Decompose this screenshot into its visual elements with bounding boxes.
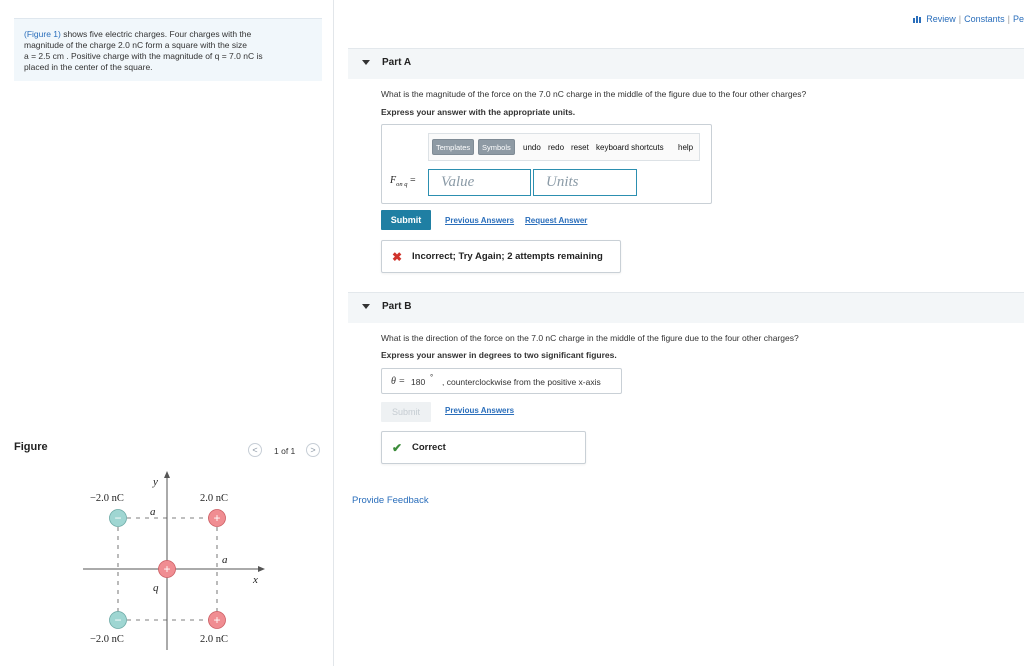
center-charge-label: q xyxy=(153,582,159,594)
side-a-top-label: a xyxy=(150,506,156,518)
charge-top-left xyxy=(110,510,127,527)
left-panel xyxy=(0,0,333,666)
angle-answer-field[interactable] xyxy=(381,368,622,394)
constants-link[interactable]: Constants xyxy=(964,14,1005,24)
problem-line-3: a = 2.5 cm . Positive charge with the magnitude of q = 7.0 nC is xyxy=(24,51,263,61)
part-a-label: Part A xyxy=(382,57,412,68)
charge-square-figure xyxy=(80,468,270,658)
redo-button[interactable]: redo xyxy=(548,143,565,152)
charge-bottom-left xyxy=(110,612,127,629)
next-figure-button[interactable]: > xyxy=(306,443,320,457)
math-toolbar xyxy=(428,133,700,161)
prev-figure-button[interactable]: < xyxy=(248,443,262,457)
y-axis-label: y xyxy=(153,476,158,488)
label-top-right: 2.0 nC xyxy=(200,493,229,504)
collapse-triangle-icon[interactable] xyxy=(362,304,370,309)
charge-bottom-right xyxy=(209,612,226,629)
value-input[interactable]: Value xyxy=(428,169,531,196)
review-bars-icon xyxy=(913,16,922,23)
part-a-feedback xyxy=(381,240,621,273)
part-b-feedback-text: Correct xyxy=(412,442,446,453)
charge-center xyxy=(159,561,176,578)
review-link[interactable]: Review xyxy=(926,14,956,24)
minus-sign: − xyxy=(114,613,122,627)
figure-header xyxy=(14,439,324,463)
help-button[interactable]: help xyxy=(678,143,694,152)
charge-top-right xyxy=(209,510,226,527)
problem-statement: (Figure 1) shows five electric charges. Four charges with the magnitude of the charge 2.0 nC form a square with the size a = 2.5 cm . Positive charge with the magnitude of q = 7.0 nC is placed in the center of the square. xyxy=(14,18,322,81)
part-a-question: What is the magnitude of the force on the 7.0 nC charge in the middle of the figure due to the four other charges? xyxy=(381,89,807,99)
keyboard-shortcuts-button[interactable]: keyboard shortcuts xyxy=(596,143,664,152)
part-b-question: What is the direction of the force on the 7.0 nC charge in the middle of the figure due to the four other charges? xyxy=(381,333,799,343)
top-links: Review | Constants | Pe xyxy=(913,14,1024,24)
side-a-right-label: a xyxy=(222,554,228,566)
incorrect-x-icon: ✖ xyxy=(392,250,403,264)
part-a-answer-panel xyxy=(381,124,712,204)
figure-pager: 1 of 1 xyxy=(274,446,296,456)
x-axis-arrow xyxy=(258,566,265,572)
plus-sign: + xyxy=(213,511,221,525)
figure-title: Figure xyxy=(14,441,48,453)
plus-sign: + xyxy=(163,562,171,576)
part-a-header[interactable] xyxy=(348,48,1024,79)
part-b-instruction: Express your answer in degrees to two significant figures. xyxy=(381,350,617,360)
collapse-triangle-icon[interactable] xyxy=(362,60,370,65)
part-b-feedback xyxy=(381,431,586,464)
part-b-previous-answers-link[interactable]: Previous Answers xyxy=(445,406,515,415)
undo-button[interactable]: undo xyxy=(523,143,541,152)
templates-button[interactable]: Templates xyxy=(432,139,474,155)
plus-sign: + xyxy=(213,613,221,627)
check-icon: ✔ xyxy=(392,441,403,455)
part-a-submit-button[interactable]: Submit xyxy=(381,210,431,230)
figure-link[interactable]: (Figure 1) xyxy=(24,29,61,39)
reset-button[interactable]: reset xyxy=(571,143,589,152)
problem-line-4: placed in the center of the square. xyxy=(24,62,153,72)
theta-label: θ = xyxy=(391,376,406,387)
part-a-instruction: Express your answer with the appropriate units. xyxy=(381,107,576,117)
problem-line-2: magnitude of the charge 2.0 nC form a square with the size xyxy=(24,40,248,50)
angle-reference-text: , counterclockwise from the positive x-axis xyxy=(442,377,601,387)
label-top-left: −2.0 nC xyxy=(90,493,124,504)
force-variable-label: $F_{on q}$ = xyxy=(390,175,416,188)
part-b-submit-button[interactable]: Submit xyxy=(381,402,431,422)
column-divider xyxy=(333,0,334,666)
y-axis-arrow xyxy=(164,471,170,478)
part-b-header[interactable] xyxy=(348,292,1024,323)
part-a-feedback-text: Incorrect; Try Again; 2 attempts remaining xyxy=(412,251,603,262)
part-b-label: Part B xyxy=(382,301,412,312)
degree-symbol: ° xyxy=(430,373,434,382)
x-axis-label: x xyxy=(253,574,258,586)
label-bottom-right: 2.0 nC xyxy=(200,634,229,645)
periodic-table-link[interactable]: Pe xyxy=(1012,14,1024,24)
provide-feedback-link[interactable]: Provide Feedback xyxy=(352,495,429,506)
angle-value: 180 xyxy=(411,377,426,387)
symbols-button[interactable]: Symbols xyxy=(478,139,515,155)
minus-sign: − xyxy=(114,511,122,525)
part-a-previous-answers-link[interactable]: Previous Answers xyxy=(445,216,515,225)
request-answer-link[interactable]: Request Answer xyxy=(525,216,588,225)
label-bottom-left: −2.0 nC xyxy=(90,634,124,645)
units-input[interactable]: Units xyxy=(533,169,637,196)
